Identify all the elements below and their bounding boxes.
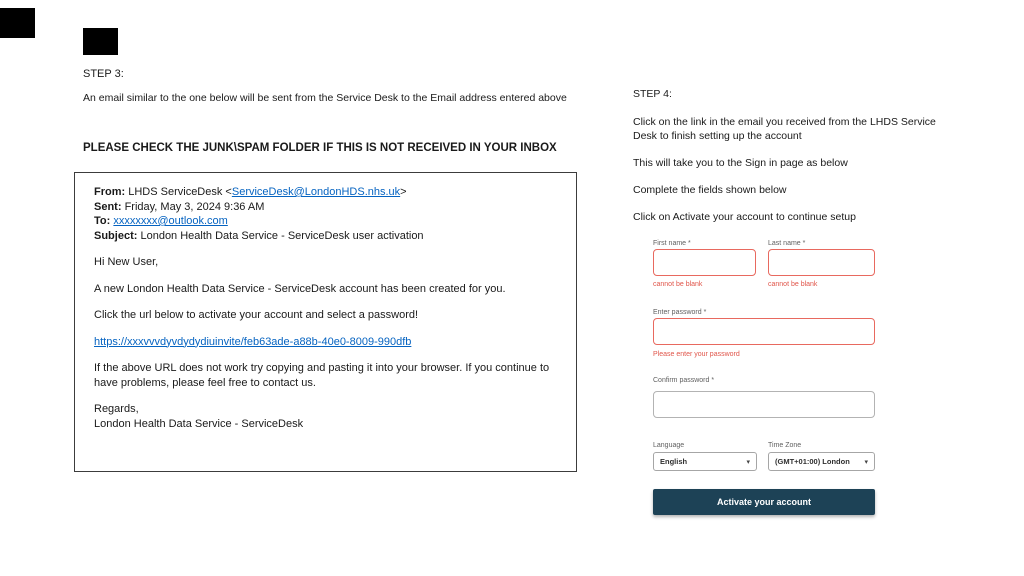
email-body-2: Click the url below to activate your account and select a password!	[94, 309, 419, 321]
from-sender: LHDS ServiceDesk <	[128, 186, 232, 198]
subject-value: London Health Data Service - ServiceDesk user activation	[140, 229, 424, 242]
step4-para-2: This will take you to the Sign in page as below	[633, 157, 848, 169]
from-label: From:	[94, 186, 126, 198]
language-value: English	[660, 457, 688, 466]
last-name-input[interactable]	[768, 249, 875, 276]
email-to-line	[94, 214, 557, 229]
chevron-down-icon: ▾	[746, 458, 750, 466]
email-sent-line	[94, 200, 557, 215]
step4-para-1: Click on the link in the email you received from the LHDS Service Desk to finish setting up the account	[633, 116, 936, 142]
email-preview-box	[74, 172, 577, 472]
language-select[interactable]	[653, 452, 757, 471]
timezone-select[interactable]	[768, 452, 875, 471]
sent-value: Friday, May 3, 2024 9:36 AM	[124, 200, 265, 213]
email-from-line	[94, 185, 557, 200]
redacted-logo-1	[0, 8, 35, 38]
first-name-input[interactable]	[653, 249, 756, 276]
activation-url-link[interactable]: https://xxxvvvdyvdydydiuinvite/feb63ade-a88b-40e0-8009-990dfb	[94, 335, 412, 348]
activation-link-line	[94, 335, 557, 350]
junk-folder-warning: PLEASE CHECK THE JUNK\SPAM FOLDER IF THIS IS NOT RECEIVED IN YOUR INBOX	[83, 142, 557, 154]
email-greeting: Hi New User,	[94, 256, 159, 268]
last-name-label: Last name *	[768, 240, 806, 247]
to-email-link[interactable]: xxxxxxxx@outlook.com	[113, 215, 228, 227]
first-name-label: First name *	[653, 240, 691, 247]
last-name-error: cannot be blank	[768, 281, 818, 288]
confirm-password-input[interactable]	[653, 391, 875, 418]
step4-heading: STEP 4:	[633, 88, 672, 100]
to-label: To:	[94, 215, 111, 227]
from-suffix: >	[400, 186, 407, 198]
subject-label: Subject:	[94, 229, 138, 242]
step3-intro: An email similar to the one below will be sent from the Service Desk to the Email address entered above	[83, 92, 567, 104]
email-signoff-1: Regards,	[94, 403, 139, 415]
step4-para-3: Complete the fields shown below	[633, 184, 787, 196]
email-body-1: A new London Health Data Service - ServiceDesk account has been created for you.	[94, 282, 506, 295]
email-body-3: If the above URL does not work try copying and pasting it into your browser. If you continue to have problems, please feel free to contact us.	[94, 362, 550, 389]
password-error: Please enter your password	[653, 351, 740, 358]
step4-para-4: Click on Activate your account to continue setup	[633, 211, 856, 223]
timezone-label: Time Zone	[768, 442, 802, 449]
step3-heading: STEP 3:	[83, 68, 124, 80]
redacted-logo-2	[83, 28, 118, 55]
password-label: Enter password *	[653, 309, 707, 316]
sent-label: Sent:	[94, 200, 122, 213]
chevron-down-icon: ▾	[864, 458, 868, 466]
activate-account-button[interactable]: Activate your account	[653, 489, 875, 515]
email-subject-line	[94, 229, 557, 244]
language-label: Language	[653, 442, 685, 449]
signup-form-screenshot	[653, 235, 875, 520]
first-name-error: cannot be blank	[653, 281, 703, 288]
email-signoff-2: London Health Data Service - ServiceDesk	[94, 417, 304, 430]
confirm-password-label: Confirm password *	[653, 377, 715, 384]
timezone-value: (GMT+01:00) London	[775, 457, 850, 466]
from-email-link[interactable]: ServiceDesk@LondonHDS.nhs.uk	[231, 186, 401, 198]
password-input[interactable]	[653, 318, 875, 345]
